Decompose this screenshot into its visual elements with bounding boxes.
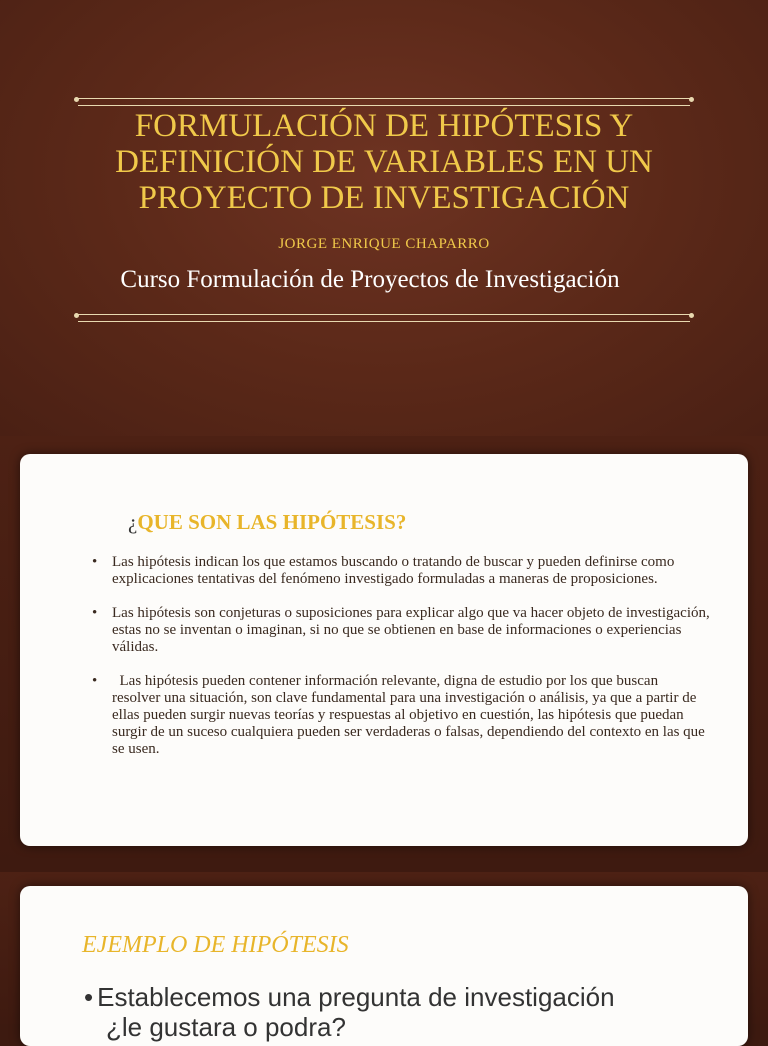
bullet-text: Las hipótesis indican los que estamos buscando o tratando de buscar y pueden definirse como explicaciones tentativas del fenómeno investigado formuladas a maneras de proposiciones. (112, 554, 675, 587)
bullet-text: Las hipótesis son conjeturas o suposiciones para explicar algo que va hacer objeto de investigación, estas no se inventan o imaginan, si no que se obtienen en base de informaciones o experiencias válidas. (112, 605, 710, 655)
example-line-2: ¿le gustara o podra? (106, 1012, 346, 1042)
heading-question-mark: ¿ (128, 510, 138, 534)
example-heading: EJEMPLO DE HIPÓTESIS (82, 932, 349, 958)
example-bullet: • Establecemos una pregunta de investigación (84, 982, 615, 1012)
example-card (20, 886, 748, 1046)
heading-text: QUE SON LAS HIPÓTESIS? (137, 510, 407, 534)
hypothesis-heading (128, 510, 406, 535)
author-name: JORGE ENRIQUE CHAPARRO (278, 236, 490, 252)
hypothesis-card (20, 454, 748, 846)
bullet-item: • Las hipótesis pueden contener información relevante, digna de estudio por los que buscan resolver una situación, son clave fundamental para una investigación o análisis, ya que a partir de ellas pueden surgir nuevas teorías y respuestas al objetivo en cuestión, las hipótesis que puedan surgir de un suceso cualquiera pueden ser verdaderas o falsas, dependiendo del contexto en las que se usen. (92, 673, 709, 757)
top-divider (78, 98, 690, 106)
slide-title: FORMULACIÓN DE HIPÓTESIS Y DEFINICIÓN DE VARIABLES EN UN PROYECTO DE INVESTIGACIÓN (115, 108, 653, 216)
bullet-item: • Las hipótesis son conjeturas o suposiciones para explicar algo que va hacer objeto de investigación, estas no se inventan o imaginan, si no que se obtienen en base de informaciones o experiencias válidas. (92, 605, 710, 655)
hypothesis-bullet-list (88, 554, 710, 775)
bottom-divider (78, 314, 690, 322)
bullet-item: • Las hipótesis indican los que estamos buscando o tratando de buscar y pueden definirse como explicaciones tentativas del fenómeno investigado formuladas a maneras de proposiciones. (92, 554, 675, 587)
course-subtitle: Curso Formulación de Proyectos de Investigación (120, 266, 620, 293)
bullet-text: Las hipótesis pueden contener información relevante, digna de estudio por los que buscan resolver una situación, son clave fundamental para una investigación o análisis, ya que a partir de ellas pueden surgir nuevas teorías y respuestas al objetivo en cuestión, las hipótesis que puedan surgir de un suceso cualquiera pueden ser verdaderas o falsas, dependiendo del contexto en las que se usen. (112, 673, 709, 757)
example-line-1: Establecemos una pregunta de investigación (97, 982, 615, 1012)
title-slide (0, 0, 768, 436)
